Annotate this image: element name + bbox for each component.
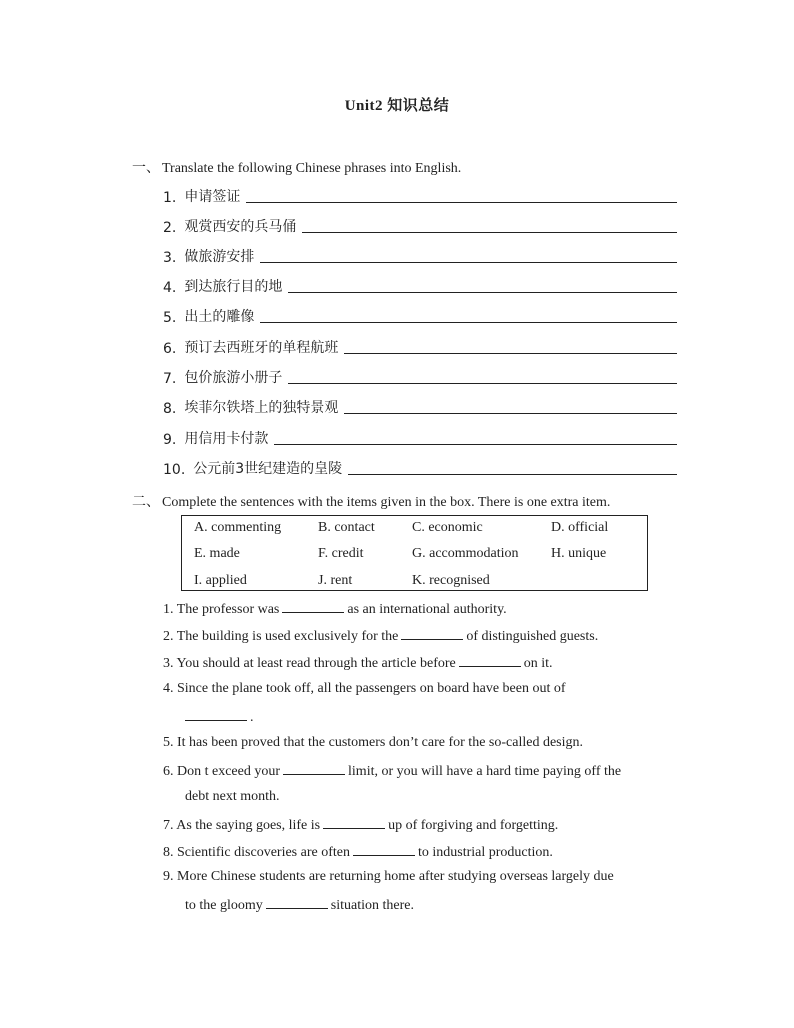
sentence-text: 2. The building is used exclusively for the [163,629,399,644]
section2-number: 二、 [132,495,160,510]
phrase-item [163,426,677,448]
option-d: D. official [551,520,609,535]
answer-line[interactable] [302,231,677,233]
section2-instruction: Complete the sentences with the items given in the box. There is one extra item. [162,495,611,510]
sentence-text: to industrial production. [417,845,553,860]
section1-heading [132,157,461,177]
answer-line[interactable] [288,382,677,384]
sentence-text: of distinguished guests. [466,629,599,644]
answer-line[interactable] [288,291,677,293]
sentence-6 [163,762,621,780]
answer-blank[interactable] [185,708,247,721]
item-number: 3. [163,250,177,266]
sentence-4 [163,681,566,697]
sentence-text: 9. More Chinese students are returning home after studying overseas largely due [163,869,614,884]
sentence-text: 1. The professor was [163,602,280,617]
option-a: A. commenting [194,520,282,535]
sentence-text: limit, or you will have a hard time paying off the [348,764,622,779]
item-text: 观赏西安的兵马俑 [184,219,297,235]
section2-heading [132,491,610,511]
sentence-text: to the gloomy [185,898,263,913]
answer-line[interactable] [348,473,677,475]
item-text: 出土的雕像 [184,309,255,325]
option-k: K. recognised [412,573,490,588]
phrase-item [163,184,677,206]
answer-line[interactable] [274,443,677,445]
sentence-text: 6. Don t exceed your [163,764,281,779]
answer-line[interactable] [344,412,677,414]
item-text: 申请签证 [184,189,241,205]
answer-line[interactable] [260,261,677,263]
item-text: 预订去西班牙的单程航班 [184,340,339,356]
phrase-item [163,304,677,326]
sentence-text: 3. You should at least read through the article before [163,656,456,671]
answer-blank[interactable] [282,600,344,613]
sentence-9 [163,869,614,885]
phrase-item [163,395,677,417]
sentence-text: 7. As the saying goes, life is [163,818,321,833]
item-number: 4. [163,280,177,296]
item-number: 6. [163,341,177,357]
answer-blank[interactable] [353,843,415,856]
section1-instruction: Translate the following Chinese phrases into English. [162,161,462,176]
answer-blank[interactable] [283,762,345,775]
option-h: H. unique [551,546,607,561]
answer-line[interactable] [260,321,677,323]
phrase-item [163,214,677,236]
sentence-text: 8. Scientific discoveries are often [163,845,350,860]
item-text: 到达旅行目的地 [184,279,283,295]
item-text: 公元前3世纪建造的皇陵 [193,461,343,477]
sentence-1 [163,600,507,618]
sentence-text: debt next month. [185,789,280,804]
sentence-5 [163,735,583,751]
answer-blank[interactable] [266,896,328,909]
option-e: E. made [194,546,240,561]
sentence-text: . [250,710,254,725]
item-text: 埃菲尔铁塔上的独特景观 [184,400,339,416]
answer-blank[interactable] [323,816,385,829]
sentence-text: as an international authority. [347,602,507,617]
item-text: 做旅游安排 [184,249,255,265]
sentence-8 [163,843,553,861]
item-number: 8. [163,401,177,417]
item-text: 用信用卡付款 [184,431,269,447]
phrase-item [163,274,677,296]
option-c: C. economic [412,520,483,535]
sentence-text: 5. It has been proved that the customers don’t care for the so-called design. [163,735,583,750]
item-number: 5. [163,310,177,326]
sentence-text: 4. Since the plane took off, all the passengers on board have been out of [163,681,566,696]
option-f: F. credit [318,546,364,561]
item-number: 7. [163,371,177,387]
sentence-text: up of forgiving and forgetting. [388,818,559,833]
phrase-item [163,456,677,478]
sentence-7 [163,816,558,834]
phrase-item [163,365,677,387]
sentence-2 [163,627,598,645]
sentence-4-cont [185,708,254,726]
sentence-text: on it. [523,656,553,671]
phrase-item [163,335,677,357]
answer-blank[interactable] [459,654,521,667]
page-title: Unit2 知识总结 [344,98,450,114]
item-number: 2. [163,220,177,236]
option-g: G. accommodation [412,546,519,561]
sentence-text: situation there. [330,898,414,913]
option-b: B. contact [318,520,375,535]
section1-number: 一、 [132,161,160,176]
word-box [181,515,648,591]
option-j: J. rent [318,573,353,588]
item-number: 9. [163,432,177,448]
item-number: 1. [163,190,177,206]
option-i: I. applied [194,573,247,588]
item-number: 10. [163,462,186,478]
phrase-item [163,244,677,266]
sentence-9-cont [185,896,414,914]
answer-line[interactable] [344,352,677,354]
sentence-6-cont [185,789,280,805]
answer-line[interactable] [246,201,677,203]
item-text: 包价旅游小册子 [184,370,283,386]
sentence-3 [163,654,553,672]
answer-blank[interactable] [401,627,463,640]
